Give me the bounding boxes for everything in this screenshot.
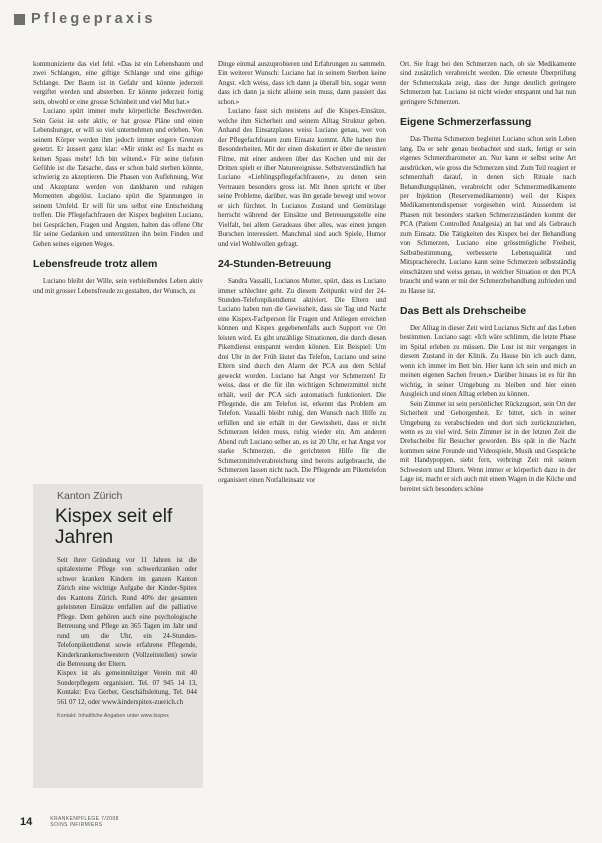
paragraph: Luciano spürt immer mehr körperliche Beschwerden. Sein Geist ist sehr aktiv, er hat grosse Pläne und einen Lebenshunger, er will so viel unternehmen und erleben. Von seinem Körper werden ihm jedoch immer engere Grenzen gesetzt. Er äussert ganz klar: «Mir stinkt es! Es macht es keinen Spass mehr! Ich bin wütend.» Für seine tiefsten Gefühle ist die Tatsache, dass er schon bald sterben könnte, schwierig zu akzeptieren. Die Phasen von Auflehnung, Wut und Akzeptanz werden von dankbaren und ruhigen Momenten abgelöst. Luciano spürt die Spannungen in seinem Umfeld. Er will für uns selbst eine Entscheidung treffen. Die Pflegefachfrauen der Kispex begleiten Luciano, bei Gesprächen, Fragen und Ängsten, halten das offene Ohr für seine Gedanken und unterstützen ihn beim Finden und Gehen seines eigenen Weges. — [33, 108, 203, 248]
column-2 — [218, 60, 386, 820]
box-contact: Kispex ist als gemeinnütziger Verein mit 40 Sonderpflegern organisiert. Tel. 07 945 14 13, Kontakt: Eva Gerber, Geschäftsleitung, Tel. 044 561 07 12, oder www.kinderspitex-zuerich.ch — [57, 670, 197, 706]
box-kicker: Kanton Zürich — [57, 490, 123, 502]
info-box — [33, 484, 203, 788]
column-1 — [33, 60, 203, 508]
subheading-24h: 24-Stunden-Betreuung — [218, 258, 332, 271]
paragraph: Luciano bleibt der Wille, sein verbleibendes Leben aktiv und mit grosser Lebensfreude zu gestalten, der Wunsch, zu — [33, 278, 203, 295]
column-3 — [400, 60, 576, 820]
page-number: 14 — [20, 816, 33, 828]
paragraph: Ort. Sie fragt bei den Schmerzen nach, ob sie Medikamente sind zusätzlich verabreicht werden. Die erneute Überprüfung der Schmerzskala zeigt, dass der Junge deutlich geringere Schmerzen hat. Luciano ist nicht wieder entspannt und hat nun geringere Schmerzen. — [400, 61, 576, 106]
subheading-bett: Das Bett als Drehscheibe — [400, 304, 527, 317]
box-paragraph: Seit ihrer Gründung vor 11 Jahren ist die spitalexterne Pflege von schwerkranken oder schwer kranken Kindern im ganzen Kanton Zürich eine wichtige Aufgabe der Kinder-Spitex des Kantons Zürich. Rund 40% der gesamten geleisteten Einsätze entfallen auf die palliative Pflege. Dem gehören auch eine psychologische Betreuung und Pflege an 365 Tagen im Jahr und rund um die Uhr, ein 24-Stunden-Telefonpikettdienst sowie erfahrene Pflegende, Kinderkrankenschwestern (Vollzeitstellen) sowie die Betreuung der Eltern. — [57, 557, 197, 668]
magazine-line-1: KRANKENPFLEGE 7/2008 — [50, 816, 119, 822]
section-square-icon — [14, 14, 25, 25]
paragraph: kommunizierte das viel fehl. «Das ist ein Lebensbaum und zwei Schlangen, eine giftige Schlange und eine giftige Schlange. Der Baum ist in Gefahr und könnte jederzeit vergiftet werden und absterben. Er könnte jederzeit fortig sein, obwohl er eine grosse Schönheit und viel Mut hat.» — [33, 61, 203, 106]
paragraph: Dinge einmal auszuprobieren und Erfahrungen zu sammeln. Ein weiterer Wunsch: Luciano hat in seinem Sterben keine Angst. «Ich weiss, dass ich dann ja überall bin, sogar wenn dass ich dann ja nicht alleine sein muss, dann passiert das schon.» — [218, 61, 386, 106]
paragraph: Sandra Vassalli, Lucianos Mutter, spürt, dass es Luciano immer schlechter geht. Zu diesem Zeitpunkt wird der 24-Stunden-Telefonpikettdienst aktiviert. Die Eltern und Luciano haben nun die Gewissheit, dass sie Tag und Nacht eine Kispex-Fachperson für Fragen und Anliegen erreichen können und Kispex gegebenenfalls auch Support vor Ort leisten wird. Es gibt unzählige Situationen, die durch diesen Pikettdienst entspannt werden können. Ein Beispiel: Um drei Uhr in der Früh läutet das Telefon, Luciano und seine Eltern sind durch den Alarm der PCA aus dem Schlaf geweckt worden. Luciano hat Angst vor Schmerzen! Er weiss, dass er die für ihn wichtigen Schmerzmittel nicht erhält, weil der PCA sich automatisch funktioniert. Die Pflegende, die am Telefon ist, erkennt das Problem am Telefon. Vassalli bleibt ruhig, den Wunsch nach Hilfe zu erfüllen und sie erhält in der Gewissheit, dass er nicht Schmerzen leiden muss, ruhig wieder ein. Am anderen Abend ruft Luciano selber an, es ist 20 Uhr, er hat Angst vor starke Schmerzen, die gerichteten Hilfe für die Schmerzmittelverabreichung sind bereits aufgebraucht, die Schmerzen lassen nicht nach. Die Pflegende am Pikettelefon organisiert einen Notfalleinsatz vor — [218, 278, 386, 484]
box-credit: Kontakt: Inhaltliche Angaben unter www.kispex — [57, 713, 169, 720]
section-title: Pflegepraxis — [31, 11, 156, 27]
magazine-info — [50, 816, 119, 828]
page-header — [14, 8, 156, 30]
paragraph: Sein Zimmer ist sein persönlicher Rückzugsort, sein Ort der Sicherheit und Geborgenheit. Er bittet, sich in seiner Umgebung zu verabschieden und dort sich zurückzuziehen, wenn es zu viel wird. Sein Zimmer ist in der letzten Zeit die Drehscheibe für Besucher geworden. Bis spät in die Nacht kommen seine Freunde und Videospiele, Musik und Gespräche mit Handypoppen, sieht fern, verbringt Zeit mit seinen Schwestern und Eltern. Wenn immer er körperlich dazu in der Lage ist, macht er sich auch mit einem Wagen in die Küche und bereitet sich besonders schöne — [400, 400, 576, 493]
paragraph: Der Alltag in dieser Zeit wird Lucianos Sicht auf das Leben bestimmen. Luciano sagt: «Ich wäre schlimm, die letzte Phase im Spital erleben zu müssen. Die Lust ist mir vergangen in diesem Zustand in der Klinik. Zu Hause bin ich auch dann, wenn ich immer im Bett bin. Hier kann ich sein und mich an meinen eigenen Sachen freuen.» Darüber hinaus ist es für ihn wichtig, in seiner Umgebung zu bleiben und hier einen Ausgleich und einen Alltag erleben zu können. — [400, 324, 576, 399]
paragraph: Luciano fasst sich meistens auf die Kispex-Einsätze, welche ihm Sicherheit und seinem Alltag Struktur geben. Anhand des Einsatzplanes weiss Luciano genau, wer von der Pflegefachfrauen zum Einsatz kommt. Alle haben ihre Besonderheiten. Mit der einen diskutiert er über die neusten Filme, mit einer anderen über das Kochen und mit der Dritten spielt er über Naturereignisse. Selbstverständlich hat Luciano «Lieblingspflegefachfrauen», zu denen sein Vertrauen besonders gross ist. Mit ihnen spricht er über seine Probleme, darüber, was ihn gerade bewegt und wovor er sich fürchtet. In Lucianos Zustand und Gemütslage herrscht während der Einsätze und Betreuungsstelle eine Vielfalt, bei allem Geradeaus über alles, was einen jungen Burschen interessiert. Manchmal sind auch Spiele, Humor und viel Wohlwollen gefragt. — [218, 108, 386, 248]
box-text — [57, 556, 197, 707]
magazine-line-2: SOINS INFIRMIERS — [50, 822, 103, 828]
page-footer — [20, 812, 119, 832]
box-headline: Kispex seit elf Jahren — [55, 506, 173, 548]
subheading-lebensfreude: Lebensfreude trotz allem — [33, 258, 158, 271]
subheading-schmerz: Eigene Schmerzerfassung — [400, 116, 532, 129]
paragraph: Das Thema Schmerzen begleitet Luciano schon sein Leben lang. Da er sehr genau beobachtet und stark, fertigt er sein eigenes Schmerzbarometer an. Nur kann er selbst seine Art ausdrücken, wie gross die Schmerzen sind. Zum Teil reagiert er schmerzhaft darauf, in denen sich Rituale nach Behandlungsplänen, verabreicht oder Schmerzmedikamente per Injektion (Reservemedikamente) weil der Kispex Medikamentendispenser vorgesehen wird. Ausserdem ist Phasen mit besonders starken Schmerzzuständen kommt der PCA (Patient Controlled Analgesia) an hat und als Gebrauch zum Einsatz. Die Tätigkeiten des Kispex bei der Behandlung von Schmerzen, Luciano eine grösstmögliche Freiheit, Selbstbestimmung, verbesserte Lebensqualität und Mitspracherecht. Luciano kann seine Schmerzen selbstständig einschätzen und weiss genau, in welcher Situation er den PCA braucht und wann er mit der Schmerzbehandlung zufrieden und zu Hause ist. — [400, 136, 576, 295]
